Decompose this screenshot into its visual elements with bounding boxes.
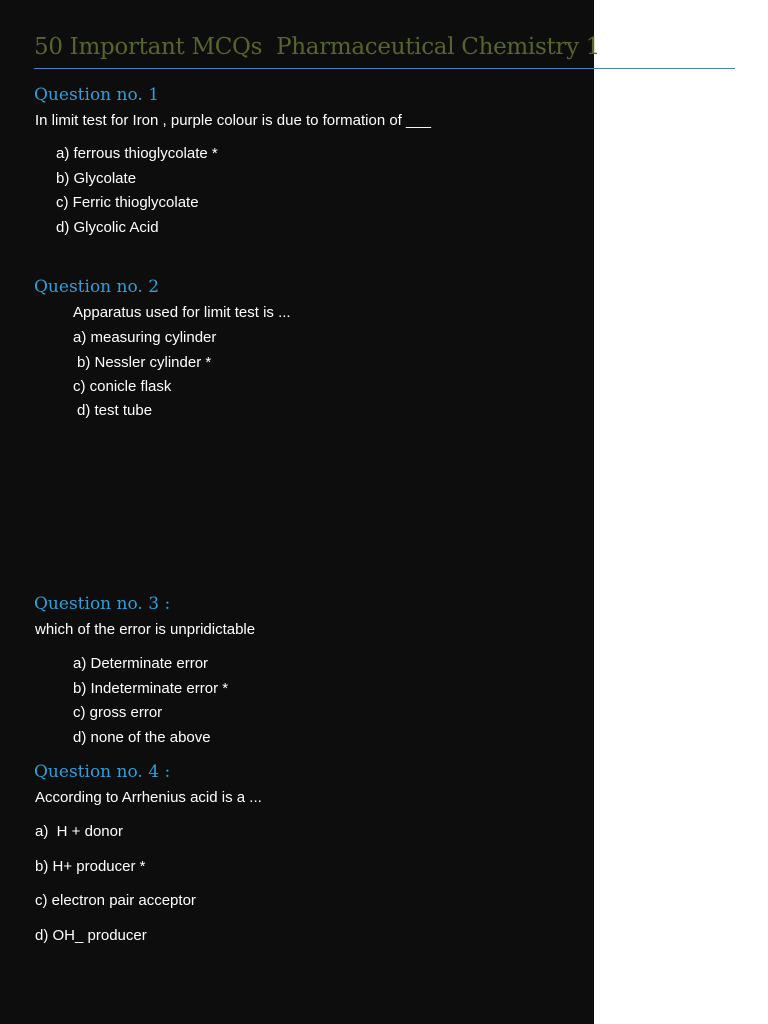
question-3-text: which of the error is unpridictable — [35, 621, 256, 638]
question-3-heading: Question no. 3 : — [34, 594, 171, 614]
question-1-option-a: a) ferrous thioglycolate * — [56, 145, 218, 162]
question-3-option-a: a) Determinate error — [73, 655, 209, 672]
question-1-option-c: c) Ferric thioglycolate — [56, 194, 199, 211]
question-4-heading: Question no. 4 : — [34, 762, 171, 782]
question-4-option-c: c) electron pair acceptor — [35, 892, 196, 909]
question-2-option-b: b) Nessler cylinder * — [77, 354, 212, 371]
question-4-option-d: d) OH_ producer — [35, 927, 147, 944]
question-3-option-d: d) none of the above — [73, 729, 211, 746]
question-3-option-c: c) gross error — [73, 704, 163, 721]
question-4-text: According to Arrhenius acid is a ... — [35, 789, 262, 806]
question-2-text: Apparatus used for limit test is ... — [73, 304, 291, 321]
question-3-option-b: b) Indeterminate error * — [73, 680, 229, 697]
question-2-option-c: c) conicle flask — [73, 378, 172, 395]
question-2-option-d: d) test tube — [77, 402, 153, 419]
question-1-heading: Question no. 1 — [34, 85, 160, 105]
question-1-text: In limit test for Iron , purple colour is due to formation of ___ — [35, 112, 432, 129]
question-2-heading: Question no. 2 — [34, 277, 160, 297]
question-1-option-b: b) Glycolate — [56, 170, 137, 187]
question-1-option-d: d) Glycolic Acid — [56, 219, 159, 236]
question-4-option-a: a) H + donor — [35, 823, 123, 840]
question-4-option-b: b) H+ producer * — [35, 858, 146, 875]
question-2-option-a: a) measuring cylinder — [73, 329, 217, 346]
document-title: 50 Important MCQs Pharmaceutical Chemistry 1 — [34, 34, 601, 60]
title-divider — [34, 68, 735, 69]
